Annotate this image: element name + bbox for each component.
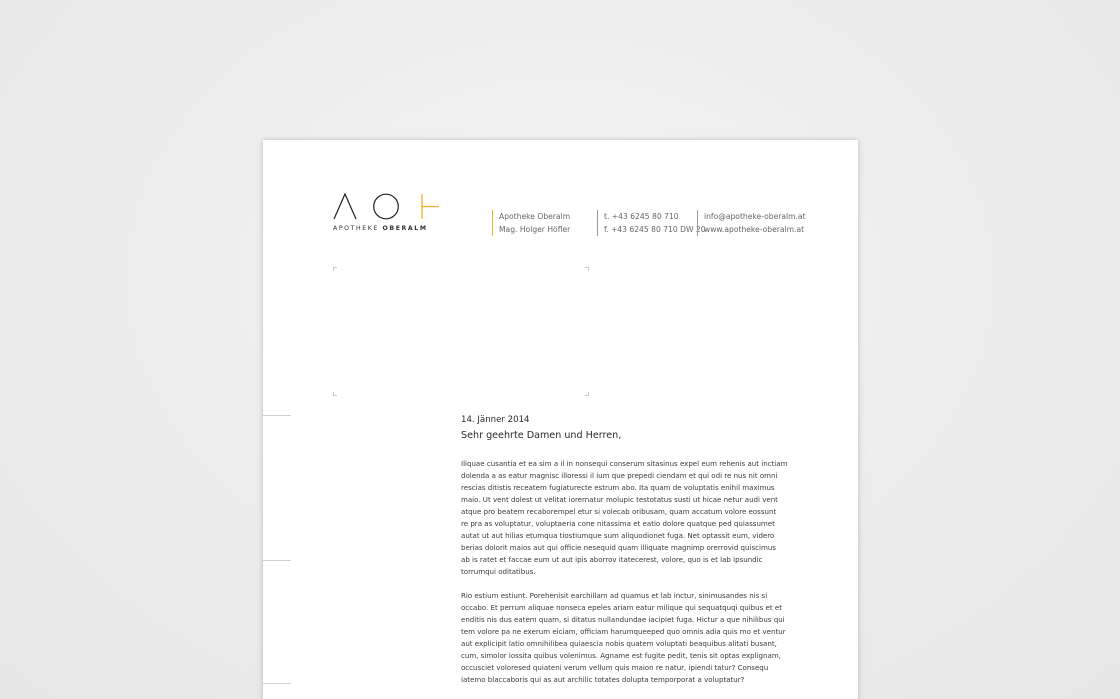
paragraph-line: occabo. Et perrum aliquae nonseca epeles ariam eatur milique qui sequatquqi quibus et et — [461, 603, 782, 612]
pharmacist-name: Mag. Holger Höfler — [499, 225, 571, 234]
website-url[interactable]: www.apotheke-oberalm.at — [704, 225, 805, 234]
paragraph-line: dolenda a as eatur magnisc illoressi il ium que prepedi ciendam et qui odi re nus nit omni — [461, 471, 778, 480]
phone-number: t. +43 6245 80 710 — [604, 212, 679, 221]
fax-number: f. +43 6245 80 710 DW 20 — [604, 225, 706, 234]
pharmacy-name: Apotheke Oberalm — [499, 212, 571, 221]
address-window-corner-tr — [585, 267, 589, 271]
paragraph-line: maio. Ut vent dolest ut velitat iorernatur molupic testotatus susti ut hicae netur audi vent — [461, 495, 778, 504]
paragraph-line: atque pro beatem recaborempel etur si volecab oribusam, quam accatum volore eossunt — [461, 507, 777, 516]
letter-salutation: Sehr geehrte Damen und Herren, — [461, 430, 622, 441]
address-window-corner-bl — [333, 392, 337, 396]
ao-plus-logo-icon — [333, 190, 443, 222]
paragraph-line: torrumqui oditatibus. — [461, 567, 536, 576]
paragraph-line: iatemo blaccaboris qui as aut archilic totates dolupta temporporat a voluptatur? — [461, 675, 745, 684]
paragraph-line: Iliquae cusantia et ea sim a il in nonsequi conserum sitasinus expel eum rehenis aut inctiam — [461, 459, 788, 468]
paragraph-line: occusciet voloresed quiateni verum vellum quis maion re natur, ipiendi tatur? Consequ — [461, 663, 769, 672]
fold-mark-middle — [263, 560, 291, 561]
paragraph-line: re pra as voluptatur, voluptaeria cone nitassima et eatio dolore quatque ped quiassumet — [461, 519, 775, 528]
paragraph-1 — [461, 458, 796, 578]
paragraph-line: Rio estium estiunt. Porehenisit earchillam ad quamus et lab inctur, sinimusandes nis si — [461, 591, 768, 600]
paragraph-line: berias dolorit maios aut qui officie nesequid quam illiquate magnimp orerrovid quiscimus — [461, 543, 776, 552]
address-window-corner-br — [585, 392, 589, 396]
contact-web-block — [697, 210, 806, 236]
logo-caption-light: APOTHEKE — [333, 225, 379, 232]
address-window-corner-tl — [333, 267, 337, 271]
letterhead-page — [263, 140, 858, 699]
fold-mark-bottom — [263, 683, 291, 684]
paragraph-line: cum, simolor iossita quibus volenimus. Agname est fugite pedit, tenis sit optas explignam, — [461, 651, 781, 660]
email-address[interactable]: info@apotheke-oberalm.at — [704, 212, 806, 221]
contact-name-block — [492, 210, 570, 236]
paragraph-line: ab is ratet et faccae eum ut aut ipis aborrov itatecerest, volore, quo is et lab ipsundic — [461, 555, 763, 564]
contact-phone-block — [597, 210, 706, 236]
paragraph-line: enditis nis dus eatem quam, si ditatus nullandundae iacipiet fuga. Hictur a que nihilibus qui — [461, 615, 785, 624]
letter-body — [461, 414, 796, 698]
paragraph-line: aut explicipit latio omnihilibea quiaescia nobis quatem voluptati beaquibus alitati busant, — [461, 639, 777, 648]
paragraph-line: rescias ditistis receatem fugiaturecte estrum abo. Ita quam de voluptatis enihil maximus — [461, 483, 775, 492]
paragraph-line: autat ut aut hilias etumqua tiostiumque sum aliquodionet fuga. Net optassit eum, videro — [461, 531, 775, 540]
pharmacy-logo — [333, 190, 443, 236]
fold-mark-top — [263, 415, 291, 416]
logo-caption — [333, 225, 428, 232]
paragraph-line: tem volore pa ne exerum eiciam, officiam harumqueeped quo omnis adia quis mo et ventur — [461, 627, 786, 636]
letter-date: 14. Jänner 2014 — [461, 415, 530, 425]
paragraph-2 — [461, 590, 796, 686]
logo-caption-bold: OBERALM — [382, 225, 428, 232]
